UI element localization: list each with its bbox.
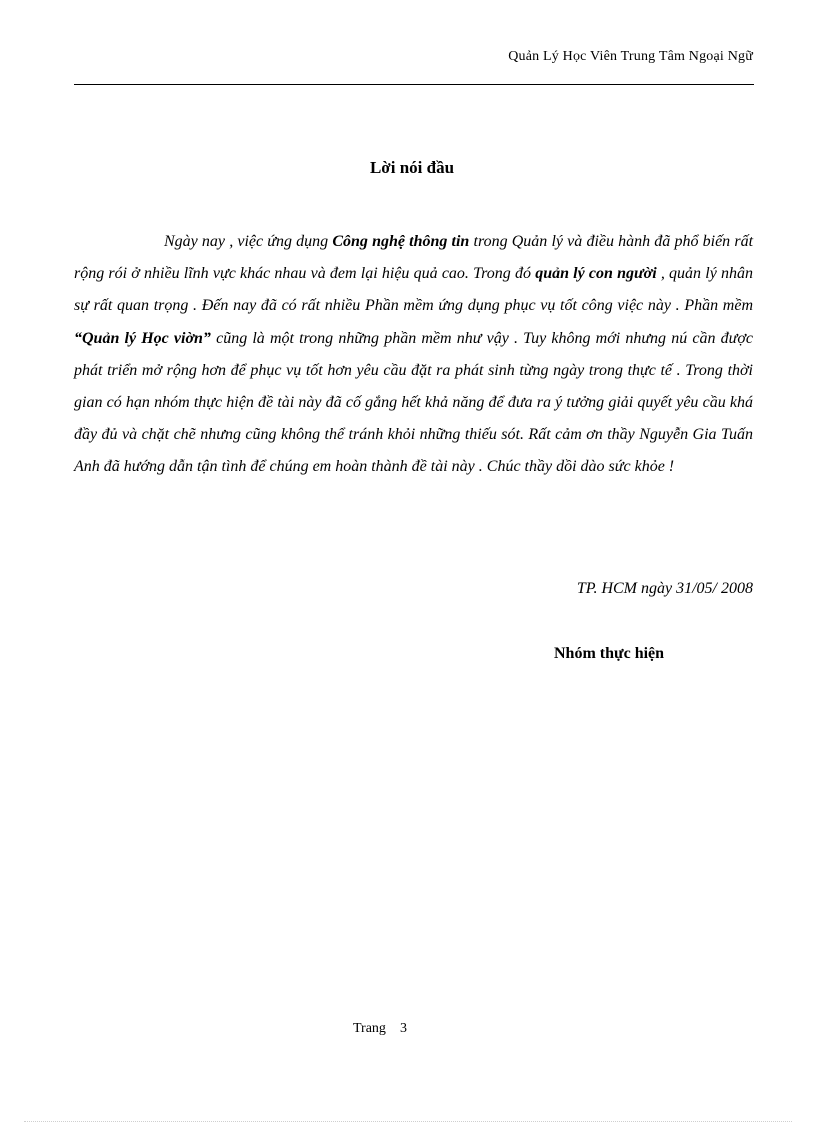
header-divider (74, 84, 754, 85)
signature-team: Nhóm thực hiện (554, 645, 665, 662)
footer-label: Trang (353, 1021, 386, 1036)
emphasis-people-management: quản lý con người (535, 265, 657, 283)
section-heading: Lời nói đầu (369, 158, 455, 177)
page-bottom-edge (24, 1121, 792, 1122)
page-header-title: Quản Lý Học Viên Trung Tâm Ngoại Ngữ (508, 49, 753, 64)
paragraph-text: Ngày nay , việc ứng dụng (164, 233, 333, 250)
emphasis-software-name: “Quản lý Học viờn” (74, 329, 211, 347)
signature-date: TP. HCM ngày 31/05/ 2008 (576, 580, 753, 597)
emphasis-it-technology: Công nghệ thông tin (332, 233, 470, 250)
paragraph-text: trong Quản lý và điều hành đã phổ biến rất rộng rói ở nhiều lĩnh vực khác nhau và đem lại hiệu quả cao. Trong đó (74, 233, 754, 283)
page-number: 3 (399, 1021, 407, 1036)
paragraph-text: , quản lý nhân sự rất quan trọng . Đến nay đã có rất nhiều Phần mềm ứng dụng phục vụ tốt công việc này . Phần mềm (74, 265, 754, 315)
paragraph-text: cũng là một trong những phần mềm như vậy . Tuy không mới nhưng nú cần được phát triển mở rộng hơn để phục vụ tốt hơn yêu cầu đặt ra phát sinh từng ngày trong thực tế . Trong thời gian có hạn nhóm thực hiện đề tài này đã cố gắng hết khả năng để đưa ra ý tưởng giải quyết yêu cầu khá đầy đủ và chặt chẽ nhưng cũng không thể tránh khỏi những thiếu sót. Rất cảm ơn thầy Nguyễn Gia Tuấn Anh đã hướng dẫn tận tình để chúng em hoàn thành đề tài này . Chúc thầy dồi dào sức khỏe ! (74, 329, 753, 476)
preface-paragraph (74, 226, 753, 484)
page-footer (353, 1021, 407, 1037)
